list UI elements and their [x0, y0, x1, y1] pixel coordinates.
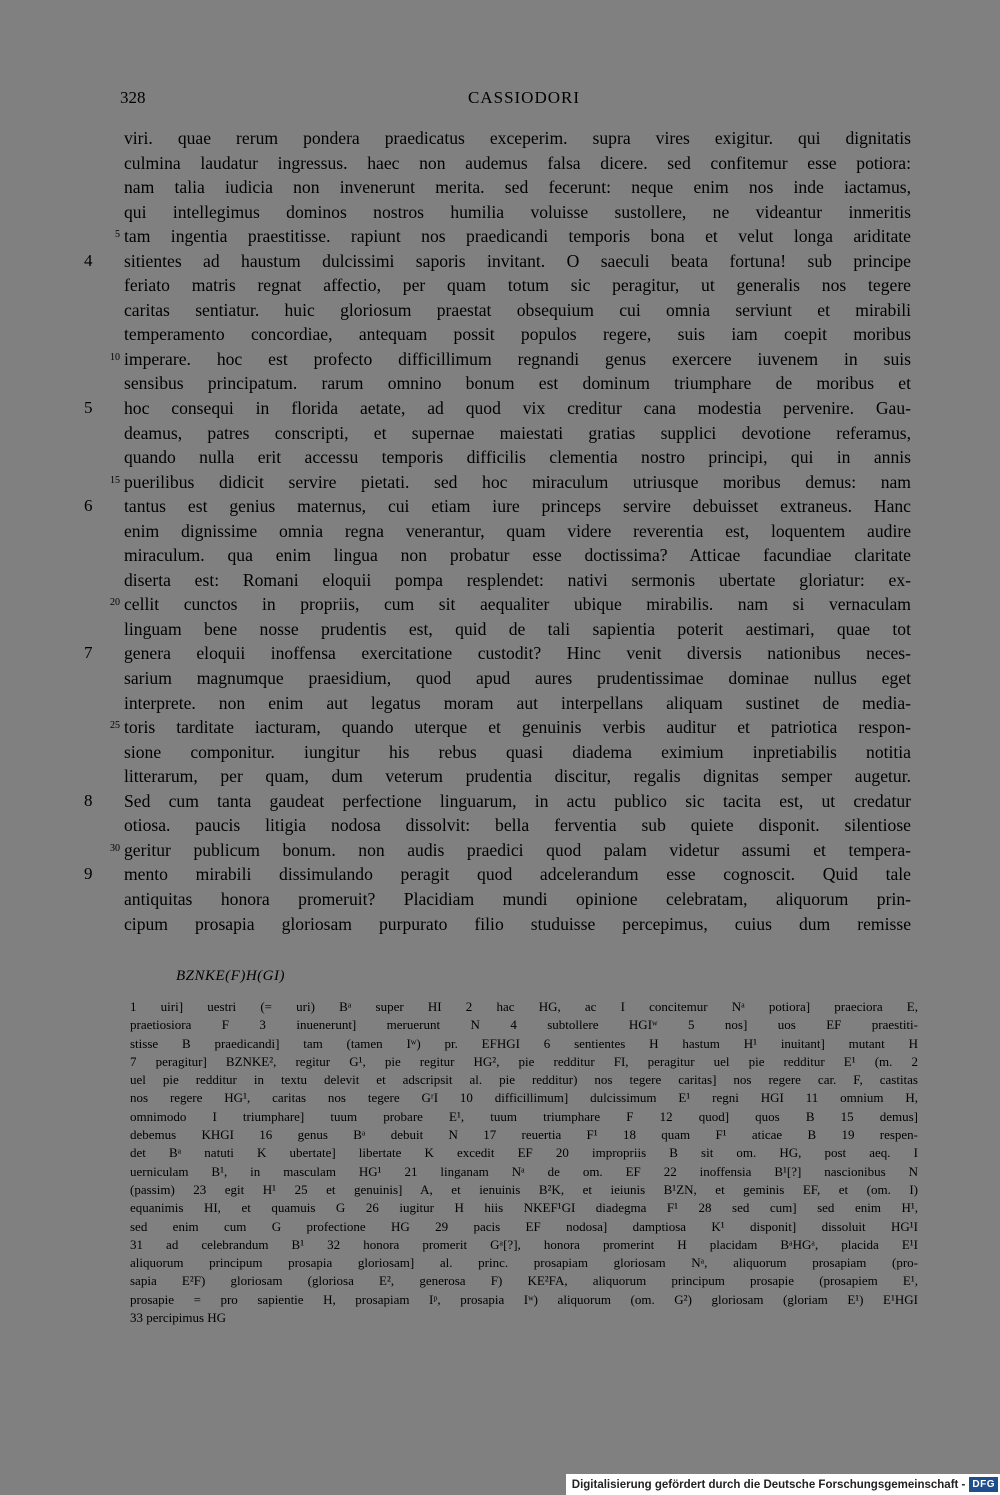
line-text: sitientes ad haustum dulcissimi saporis invitant. O saeculi beata fortuna! sub principe — [124, 250, 911, 271]
line-text: geritur publicum bonum. non audis praedici quod palam videtur assumi et tempera- — [124, 839, 911, 860]
line-text: imperare. hoc est profecto difficillimum regnandi genus exercere iuvenem in suis — [124, 348, 911, 369]
section-number: 4 — [84, 250, 93, 270]
line-text: genera eloquii inoffensa exercitatione custodit? Hinc venit diversis nationibus neces- — [124, 643, 911, 664]
text-line — [0, 887, 1000, 912]
apparatus-line: debemus KHGI 16 genus Bᵃ debuit N 17 reuertia F¹ 18 quam F¹ aticae B 19 respen- — [130, 1127, 918, 1143]
line-text: qui intellegimus dominos nostros humilia voluisse sustollere, ne videantur inmeritis — [124, 201, 911, 222]
apparatus-line: equanimis HI, et quamuis G 26 iugitur H hiis NKEF¹GI diadegma F¹ 28 sed cum] sed enim H¹, — [130, 1200, 918, 1216]
sigla-line: BZNKE(F)H(GI) — [176, 968, 285, 984]
text-line — [0, 347, 1000, 372]
section-number: 5 — [84, 398, 93, 418]
apparatus-line: aliquorum principum prosapia gloriosam] al. princ. prosapiam gloriosam Nᵃ, aliquorum prosapiam (pro- — [130, 1255, 918, 1271]
text-line — [0, 126, 1000, 151]
line-text: caritas sentiatur. huic gloriosum praestat obsequium cui omnia serviunt et mirabili — [124, 299, 911, 320]
apparatus-line: 33 percipimus HG — [130, 1310, 227, 1326]
text-line — [0, 912, 1000, 937]
text-line — [0, 789, 1000, 814]
text-line — [0, 617, 1000, 642]
line-text: hoc consequi in florida aetate, ad quod vix creditur cana modestia pervenire. Gau- — [124, 398, 911, 419]
line-text: miraculum. qua enim lingua non probatur esse doctissima? Atticae facundiae claritate — [124, 545, 911, 566]
section-number: 6 — [84, 496, 93, 516]
text-line — [0, 298, 1000, 323]
apparatus-line: 7 peragitur] BZNKE², regitur G¹, pie regitur HG², pie redditur FI, peragitur uel pie redditur E¹ (m. 2 — [130, 1053, 918, 1069]
line-text: enim dignissime omnia regna venerantur, quam videre reverentia est, loquentem audire — [124, 520, 911, 541]
critical-apparatus — [130, 998, 918, 1327]
line-text: cipum prosapia gloriosam purpurato filio studuisse percepimus, cuius dum remisse — [124, 913, 911, 934]
apparatus-line: stisse B praedicandi] tam (tamen Iʷ) pr. EFHGI 6 sentientes H hastum H¹ inuitant] mutant H — [130, 1035, 918, 1051]
text-line — [0, 568, 1000, 593]
apparatus-line: sed enim cum G profectione HG 29 pacis EF nodosa] damptiosa K¹ disponit] dissoluit HG¹I — [130, 1218, 918, 1234]
text-line — [0, 175, 1000, 200]
apparatus-line: 31 ad celebrandum B¹ 32 honora promerit Gᵃ[?], honora promerint H placidam BᵃHGᵃ, placida E¹I — [130, 1236, 918, 1252]
line-text: litterarum, per quam, dum veterum prudentia discitur, regalis dignitas semper augetur. — [124, 766, 911, 787]
apparatus-line: det Bᵃ natuti K ubertate] libertate K excedit EF 20 impropriis B sit om. HG, post aeq. I — [130, 1145, 918, 1161]
text-line — [0, 396, 1000, 421]
apparatus-line: 1 uiri] uestri (= uri) Bᵃ super HI 2 hac HG, ac I concitemur Nᵃ potiora] praeciora E, — [130, 999, 918, 1014]
text-line — [0, 691, 1000, 716]
line-text: viri. quae rerum pondera praedicatus exceperim. supra vires exigitur. qui dignitatis — [124, 128, 911, 148]
text-line — [0, 371, 1000, 396]
line-number: 5 — [115, 229, 120, 241]
apparatus-line: uel pie redditur in textu delevit et adscripsit al. pie redditur) nos tegere caritas] nos regere car. F, castitas — [130, 1072, 918, 1088]
line-text: culmina laudatur ingressus. haec non audemus falsa dicere. sed confitemur esse potiora: — [124, 152, 911, 173]
line-text: toris tarditate iacturam, quando uterque et genuinis verbis auditur et patriotica respon- — [124, 717, 911, 738]
line-number: 30 — [110, 842, 120, 854]
apparatus-line: praetiosiora F 3 inuenerunt] meruerunt N 4 subtollere HGIʷ 5 nos] uos EF praestiti- — [130, 1017, 918, 1033]
line-text: interprete. non enim aut legatus moram aut interpellans aliquam sustinet de media- — [124, 692, 911, 713]
text-line — [0, 322, 1000, 347]
line-number: 15 — [110, 474, 120, 486]
apparatus-line: omnimodo I triumphare] tuum probare E¹, tuum triumphare F 12 quod] quos B 15 demus] — [130, 1108, 918, 1124]
footer-credit: Digitalisierung gefördert durch die Deutsche Forschungsgemeinschaft - — [571, 1478, 966, 1491]
line-text: feriato matris regnat affectio, per quam totum sic peragitur, ut generalis nos tegere — [124, 275, 911, 296]
apparatus-line: nos regere HG¹, caritas nos tegere GʳI 10 difficillimum] dulcissimum E¹ regni HGI 11 omnium H, — [130, 1090, 918, 1106]
text-line — [0, 838, 1000, 863]
line-text: nam talia iudicia non invenerunt merita. sed fecerunt: neque enim nos inde iactamus, — [124, 177, 911, 198]
line-number: 25 — [110, 720, 120, 732]
text-line — [0, 421, 1000, 446]
line-text: cellit cunctos in propriis, cum sit aequaliter ubique mirabilis. nam si vernaculam — [124, 594, 911, 615]
text-line — [0, 224, 1000, 249]
section-number: 7 — [84, 643, 93, 663]
text-line — [0, 592, 1000, 617]
line-text: otiosa. paucis litigia nodosa dissolvit: bella ferventia sub quiete disponit. silentiose — [124, 815, 911, 836]
page-number: 328 — [120, 88, 146, 107]
apparatus-line: sapia E²F) gloriosam (gloriosa E², generosa F) KE²FA, aliquorum principum prosapie (prosapiem E¹, — [130, 1273, 918, 1289]
apparatus-line: uerniculam B¹, in masculam HG¹ 21 linganam Nᵃ de om. EF 22 inoffensia B¹[?] nascionibus N — [130, 1163, 918, 1179]
line-text: tam ingentia praestitisse. rapiunt nos praedicandi temporis bona et velut longa ariditate — [124, 226, 911, 247]
text-line — [0, 764, 1000, 789]
line-text: sarium magnumque praesidium, quod apud aures prudentissimae dominae nullus eget — [124, 668, 911, 689]
line-number: 20 — [110, 597, 120, 609]
line-text: Sed cum tanta gaudeat perfectione linguarum, in actu publico sic tacita est, ut credatur — [124, 790, 911, 811]
line-text: linguam bene nosse prudentis est, quid de tali sapientia poterit aestimari, quae tot — [124, 618, 911, 639]
line-text: tantus est genius maternus, cui etiam iure princeps servire debuisset extraneus. Hanc — [124, 496, 911, 517]
line-text: puerilibus didicit servire pietati. sed hoc miraculum utriusque moribus demus: nam — [124, 471, 911, 492]
digitization-footer — [566, 1474, 1000, 1495]
apparatus-line: (passim) 23 egit H¹ 25 et genuinis] A, et ienuinis B²K, et ieiunis B¹ZN, et geminis EF, et (om. I) — [130, 1181, 918, 1197]
text-line — [0, 813, 1000, 838]
line-text: deamus, patres conscripti, et supernae maiestati gratias supplici devotione referamus, — [124, 422, 911, 443]
text-line — [0, 543, 1000, 568]
line-number: 10 — [110, 351, 120, 363]
section-number: 8 — [84, 790, 93, 810]
text-line — [0, 470, 1000, 495]
line-text: quando nulla erit accessu temporis difficilis clementia nostro principi, qui in annis — [124, 447, 911, 468]
line-text: mento mirabili dissimulando peragit quod adcelerandum esse cognoscit. Quid tale — [124, 864, 911, 885]
text-line — [0, 715, 1000, 740]
line-text: diserta est: Romani eloquii pompa resplendet: nativi sermonis ubertate gloriatur: ex- — [124, 569, 911, 590]
text-line — [0, 666, 1000, 691]
text-line — [0, 494, 1000, 519]
text-line — [0, 273, 1000, 298]
text-line — [0, 151, 1000, 176]
line-text: sensibus principatum. rarum omnino bonum est dominum triumphare de moribus et — [124, 373, 911, 394]
text-line — [0, 641, 1000, 666]
text-line — [0, 249, 1000, 274]
dfg-logo: DFG — [969, 1477, 998, 1492]
line-text: sione componitur. iungitur his rebus quasi diadema eximium inpretiabilis notitia — [124, 741, 911, 762]
text-line — [0, 445, 1000, 470]
text-line — [0, 740, 1000, 765]
apparatus-line: prosapie = pro sapientie H, prosapiam Iᵖ, prosapia Iʷ) aliquorum (om. G²) gloriosam (gloriam E¹) E¹HGI — [130, 1291, 918, 1307]
text-line — [0, 200, 1000, 225]
line-text: temperamento concordiae, antequam possit populos regere, suis iam coepit moribus — [124, 324, 911, 345]
line-text: antiquitas honora promeruit? Placidiam mundi opinione celebratam, aliquorum prin- — [124, 888, 911, 909]
text-line — [0, 519, 1000, 544]
section-number: 9 — [84, 864, 93, 884]
running-title: CASSIODORI — [468, 88, 581, 107]
text-line — [0, 862, 1000, 887]
main-text — [0, 126, 1000, 936]
